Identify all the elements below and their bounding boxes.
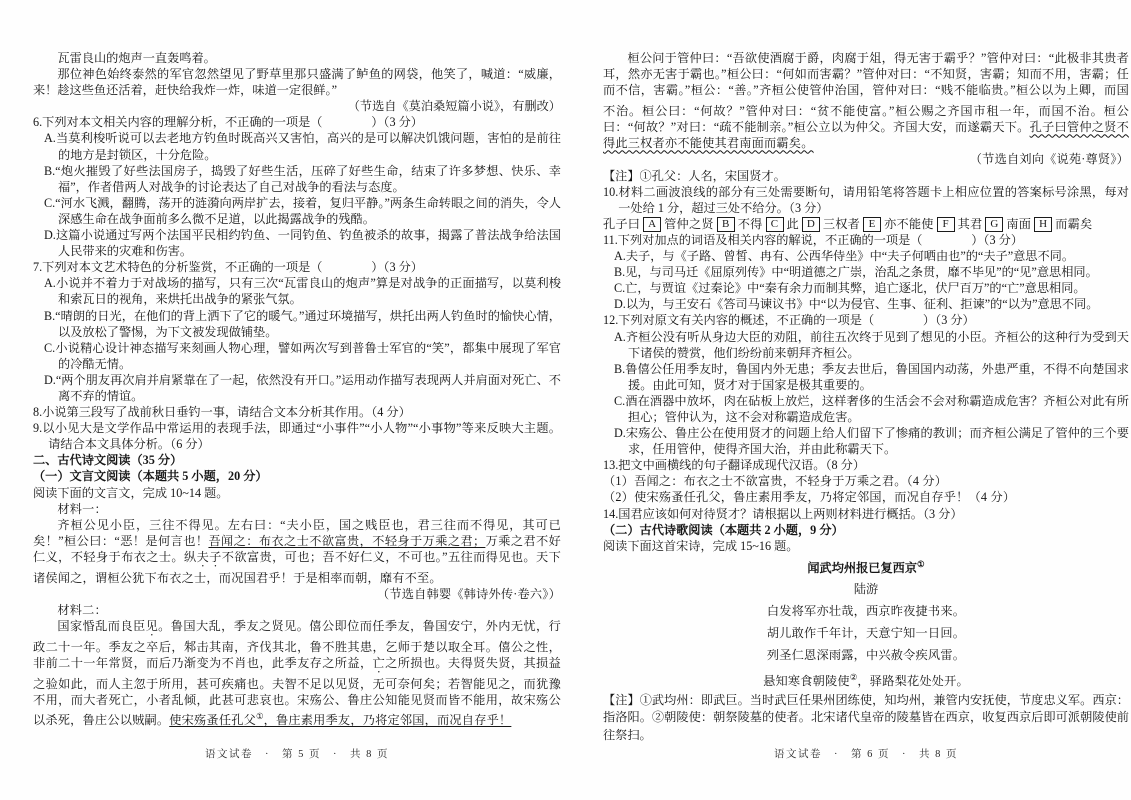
poem-line-1: 白发将军亦壮哉，西京昨夜捷书来。 [766, 603, 966, 618]
segmentation-text: 南面 [1006, 216, 1032, 231]
question-11-option-c: C.亡，与贾谊《过秦论》中“秦有余力而制其弊，追亡逐北，伏尸百万”的“亡”意思相同。 [614, 281, 1086, 296]
question-6-option-b: B.“炮火摧毁了好些法国房子，捣毁了好些生活，压碎了好些生命，结束了许多梦想、快乐、幸福”，作者借两人对战争的讨论表达了自己对战争的看法与态度。 [44, 163, 561, 194]
segmentation-text: 孔子曰 [603, 216, 641, 231]
question-12-stem: 12.下列对原文有关内容的概述，不正确的一项是（ ）（3 分） [603, 313, 975, 328]
question-7-option-c: C.小说精心设计神态描写来刻画人物心理，譬如两次写到普鲁士军官的“笑”，都集中展现了军官的冷酷无情。 [44, 340, 561, 371]
page-6-column [603, 50, 1129, 744]
answer-box-e: E [863, 217, 881, 232]
question-12-option-d: D.宋殇公、鲁庄公在使用贤才的问题上给人们留下了惨痛的教训；而齐桓公满足了管仲的三个要求，任用管仲，使得齐国大治，并由此称霸天下。 [614, 426, 1129, 457]
question-6-option-a: A.当莫利梭听说可以去老地方钓鱼时既高兴又害怕，高兴的是可以解决饥饿问题，害怕的是前往的地方是封锁区，十分危险。 [44, 131, 561, 162]
material-2-segment: 桓公问于管仲曰：“吾欲使酒腐于爵，肉腐于俎，得无害于霸乎？”管仲对曰：“此极非其贵者耳，然亦无害于霸也。”桓公曰：“何如而害霸？”管仲对曰：“不知贤，害霸；知而不用，害霸；任而不信，害霸。”桓公：“善。”齐桓公使管仲治国，管仲对曰：“贱不能临贵。”桓公 [603, 51, 1129, 98]
question-9-stem: 9.以小见大是文学作品中常运用的表现手法，即通过“小事件”“小人物”“小事物”等来反映大主题。请结合本文具体分析。（6 分） [33, 421, 561, 452]
material-2-text [33, 618, 561, 728]
question-7-option-d: D.“两个朋友再次肩并肩紧靠在了一起，依然没有开口。”运用动作描写表现两人并肩面对死亡、不离不弃的情谊。 [44, 372, 561, 403]
answer-box-b: B [717, 217, 735, 232]
footnote-1-marker: ① [255, 711, 264, 722]
material-2-segment: 国家惛乱而良臣 [57, 619, 146, 634]
material-2-continued-text [603, 50, 1129, 151]
section-2-heading: 二、古代诗文阅读（35 分） [33, 453, 183, 468]
question-11-option-b: B.见，与司马迁《屈原列传》中“明道德之广崇，治乱之条贯，靡不毕见”的“见”意思相同。 [614, 265, 1098, 280]
question-14-stem: 14.国君应该如何对待贤才？请根据以上两则材料进行概括。（3 分） [603, 506, 963, 521]
question-13-item-1: （1）吾闻之：布衣之士不欲富贵，不轻身于万乘之君。（4 分） [603, 474, 948, 489]
poem-author: 陆游 [853, 581, 879, 596]
material-1-segment: 万乘之君不好仁义，不轻身于布衣之士。纵 [33, 533, 561, 564]
question-12-option-c: C.酒在酒器中放坏，肉在砧板上放烂，这样奢侈的生活会不会对称霸造成危害？齐桓公对此有所担心；管仲认为，这不会对称霸造成危害。 [614, 393, 1129, 424]
material-1-segment: 不欲富贵，可也；吾不好仁义，不可也。”五往而得见也。天下诸侯闻之，谓桓公犹下布衣之士，而况国君乎！于是相率而朝，靡有不至。 [33, 549, 561, 585]
story-source-attribution: （节选自《莫泊桑短篇小说》，有删改） [347, 99, 561, 114]
poem-title [603, 554, 1129, 579]
material-2-underlined-sentence [169, 713, 511, 727]
section-2-1-heading: （一）文言文阅读（本题共 5 小题，20 分） [33, 469, 268, 484]
material-2-label: 材料二： [57, 603, 107, 618]
poem-title-text: 闻武均州报已复西京 [807, 560, 918, 575]
question-7-option-b: B.“晴朗的日光，在他们的背上洒下了它的暖气。”通过环境描写，烘托出两人钓鱼时的愉快心情，以及放松了警惕，为下文被发现做铺垫。 [44, 308, 561, 339]
segmentation-text: 管仲之贤 [664, 216, 714, 231]
page-5-column [33, 50, 561, 729]
material-1-underlined-sentence: 吾闻之：布衣之士不欲富贵，不轻身于万乘之君； [208, 533, 486, 548]
story-paragraph-2: 那位神色始终泰然的军官忽然望见了野草里那只盛满了鲈鱼的网袋，他笑了，喊道：“威廉，来！趁这些鱼还活着，赶快给我炸一炸，味道一定很鲜。” [33, 67, 561, 98]
question-13-item-2: （2）使宋殇蚤任孔父，鲁庄素用季友，乃将定邻国，而况自存乎！（4 分） [603, 490, 1016, 505]
material-2-dotted-word: 见 [145, 619, 159, 634]
footnote-1-marker: ① [917, 558, 925, 569]
question-13-stem: 13.把文中画横线的句子翻译成现代汉语。（8 分） [603, 458, 866, 473]
question-12-option-b: B.鲁僖公任用季友时，鲁国内外无患；季友去世后，鲁国国内动荡，外患严重，不得不向楚国求援。由此可知，贤才对于国家是极其重要的。 [614, 361, 1129, 392]
material-1-dotted-word: 夫子 [196, 549, 222, 564]
question-10-segmentation-line [603, 216, 1129, 232]
poetry-reading-instruction: 阅读下面这首宋诗，完成 15~16 题。 [603, 538, 799, 553]
question-6-stem: 6.下列对本文相关内容的理解分析，不正确的一项是（ ）（3 分） [33, 115, 423, 130]
underlined-part: ，鲁庄素用季友，乃将定邻国，而况自存乎！ [263, 713, 512, 728]
answer-box-h: H [1034, 217, 1052, 232]
section-2-2-heading: （二）古代诗歌阅读（本题共 2 小题，9 分） [603, 522, 844, 537]
material-2-segment: 。鲁国大乱，季友之贤见。僖公即位而任季友，鲁国安宁，外内无忧，行政二十一年。季友之卒后，邾击其南，齐伐其北，鲁不胜其患，乞师于楚以取全耳。僖公之性，非前二十一年常贤，而后乃渐变为不肖也，此季友存之所益， [33, 619, 562, 671]
question-11-option-d: D.以为，与王安石《答司马谏议书》中“以为侵官、生事、征利、拒谏”的“以为”意思不同。 [614, 297, 1099, 312]
material-2-segment: 上卿，而国不治。桓公曰：“何故？”管仲对曰：“贫不能使富。”桓公赐之齐国市租一年，而国不治。桓公曰：“何故？”对曰：“疏不能制亲。”桓公立以为仲父。齐国大安，而遂霸天下。 [603, 83, 1130, 135]
material-2-segment: 之所损也。夫得贤失贤，其损益之验如此，而人主忽于所用，甚可疾痛也。夫智不足以见贤，无可奈何矣；若智能见之，而犹豫不用，而大者死亡，小者乱倾，此甚可悲哀也。宋殇公、鲁庄公知能见贤而皆不能用，故宋殇公以杀死，鲁庄公以贼嗣。 [33, 656, 561, 728]
underlined-part: 使宋殇蚤任孔父 [169, 713, 256, 728]
page-5-footer: 语文试卷 · 第 5 页 · 共 8 页 [205, 749, 389, 760]
question-6-option-c: C.“河水飞溅，翻腾，荡开的涟漪向两岸扩去，接着，复归平静。”两条生命转眼之间的消失，令人深感生命在战争面前多么微不足道，以此揭露战争的残酷。 [44, 195, 561, 226]
footnote-kongfu: 【注】①孔父：人名，宋国贤才。 [603, 168, 786, 183]
answer-box-a: A [643, 217, 661, 232]
poem-line-3: 列圣仁恩深雨露，中兴赦令疾风雷。 [766, 647, 966, 662]
story-paragraph-1: 瓦雷良山的炮声一直轰鸣着。 [57, 51, 216, 65]
question-7-stem: 7.下列对本文艺术特色的分析鉴赏，不正确的一项是（ ）（3 分） [33, 260, 423, 275]
answer-box-c: C [766, 217, 784, 232]
answer-box-d: D [802, 217, 820, 232]
poem-line-4 [603, 666, 1129, 692]
poem-line-4-part: 悬知寒食朝陵使 [763, 673, 850, 688]
question-11-option-a: A.夫子，与《子路、曾皙、冉有、公西华侍坐》中“夫子何哂由也”的“夫子”意思不同。 [614, 249, 1075, 264]
classical-reading-instruction: 阅读下面的文言文，完成 10~14 题。 [33, 485, 229, 500]
footnote-2-marker: ② [849, 671, 858, 682]
question-10-stem: 10.材料二画波浪线的部分有三处需要断句，请用铅笔将答题卡上相应位置的答案标号涂黑，每对一处给 1 分，超过三处不给分。（3 分） [603, 184, 1129, 215]
material-1-segment: 齐桓公见小臣，三往不得见。左右曰：“夫小臣，国之贱臣也，君三往而不得见，其可已矣！”桓公曰：“恶！是何言也！ [33, 517, 561, 548]
question-11-stem: 11.下列对加点的词语及相关内容的解说，不正确的一项是（ ）（3 分） [603, 232, 1024, 247]
segmentation-text: 三权者 [822, 216, 861, 231]
material-2-wavy-underlined-sentence: 孔子曰管仲之贤不得此三权者亦不能使其君南面而霸矣。 [603, 120, 1129, 151]
segmentation-text: 此 [786, 216, 799, 231]
question-12-option-a: A.齐桓公没有听从身边大臣的劝阻，前往五次终于见到了想见的小臣。齐桓公的这种行为受到天下诸侯的赞赏，他们纷纷前来朝拜齐桓公。 [614, 329, 1129, 360]
segmentation-text: 其君 [957, 216, 983, 231]
segmentation-text: 而霸矣 [1055, 216, 1093, 231]
material-2-dotted-word: 以为 [1041, 83, 1067, 98]
segmentation-text: 不得 [737, 216, 763, 231]
material-2-dotted-word: 亡 [372, 656, 386, 671]
answer-box-g: G [985, 217, 1003, 232]
answer-box-f: F [937, 217, 955, 232]
material-2-source: （节选自刘向《说苑·尊贤》） [969, 152, 1129, 167]
material-1-source: （节选自韩婴《韩诗外传·卷六》） [377, 587, 561, 601]
poem-line-2: 胡儿敢作千年计，天意宁知一日回。 [766, 625, 966, 640]
question-6-option-d: D.这篇小说通过写两个法国平民相约钓鱼、一同钓鱼、钓鱼被杀的故事，揭露了普法战争给法国人民带来的灾难和伤害。 [44, 228, 561, 259]
material-1-label: 材料一： [57, 501, 107, 516]
material-1-text [33, 517, 561, 586]
poem-line-4-part: ，驿路梨花处处开。 [857, 673, 969, 688]
segmentation-text: 亦不能使 [884, 216, 934, 231]
question-7-option-a: A.小说并不着力于对战场的描写，只有三次“瓦雷良山的炮声”算是对战争的正面描写，以莫利梭和索瓦日的视角，来烘托出战争的紧张气氛。 [44, 276, 561, 307]
question-8-stem: 8.小说第三段写了战前秋日垂钓一事，请结合文本分析其作用。（4 分） [33, 405, 411, 420]
page-6-footer: 语文试卷 · 第 6 页 · 共 8 页 [774, 749, 958, 760]
poem-footnotes: 【注】①武均州：即武巨。当时武巨任果州团练使，知均州，兼管内安抚使，节度忠义军。西京：指洛阳。②朝陵使：朝祭陵墓的使者。北宋诸代皇帝的陵墓皆在西京，收复西京后即可派朝陵使前往祭扫。 [603, 692, 1129, 742]
